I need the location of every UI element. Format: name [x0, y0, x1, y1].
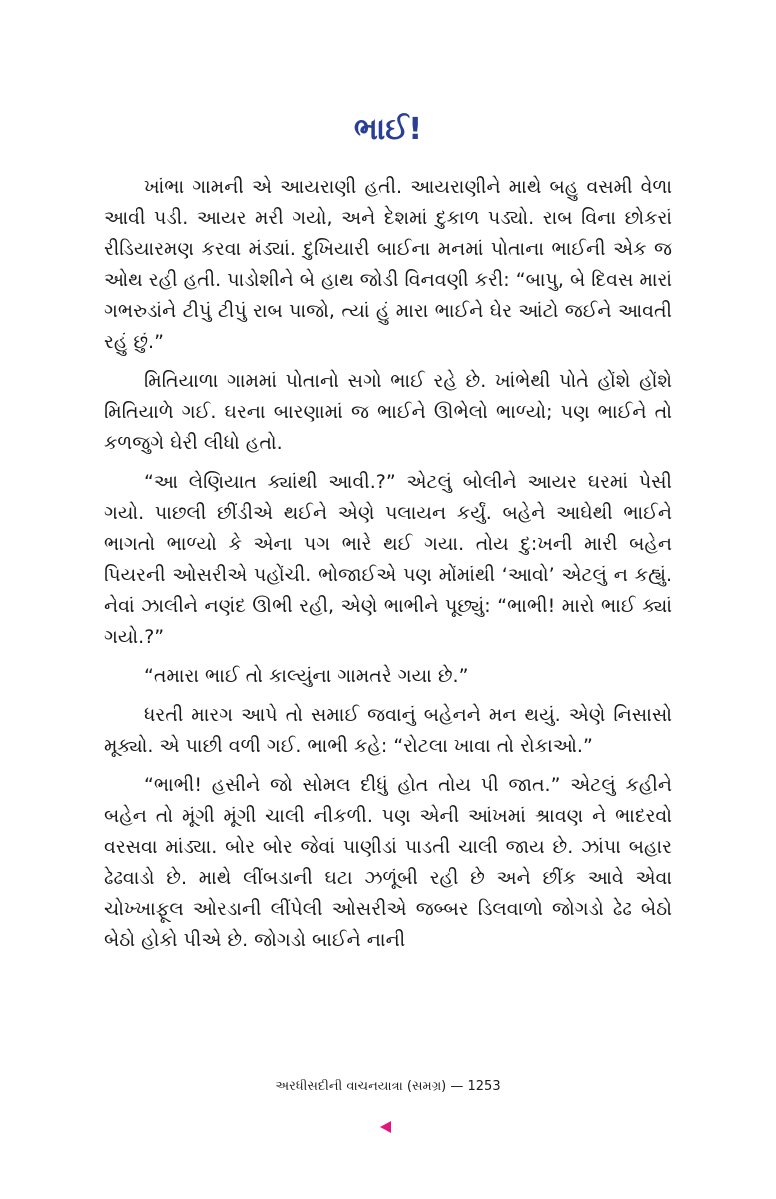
body-text — [104, 172, 672, 964]
paragraph: “ભાભી! હસીને જો સોમલ દીધું હોત તોય પી જાત.” એટલું કહીને બહેન તો મૂંગી મૂંગી ચાલી નીકળી. પણ એની આંખમાં શ્રાવણ ને ભાદરવો વરસવા માંડ્યા. બોર બોર જેવાં પાણીડાં પાડતી ચાલી જાય છે. ઝાંપા બહાર ઢેઢવાડો છે. માથે લીંબડાની ઘટા ઝળૂંબી રહી છે અને છીંક આવે એવા ચોખ્ખાફૂલ ઓરડાની લીંપેલી ઓસરીએ જબ્બર ડિલવાળો જોગડો ઢેઢ બેઠો બેઠો હોકો પીએ છે. જોગડો બાઈને નાની — [104, 774, 672, 951]
paragraph: ધરતી મારગ આપે તો સમાઈ જવાનું બહેનને મન થયું. એણે નિસાસો મૂક્યો. એ પાછી વળી ગઈ. ભાભી કહે: “રોટલા ખાવા તો રોકાઓ.” — [104, 704, 672, 757]
previous-page-arrow-icon[interactable] — [380, 1121, 391, 1133]
paragraph: મિતિયાળા ગામમાં પોતાનો સગો ભાઈ રહે છે. ખાંભેથી પોતે હોંશે હોંશે મિતિયાળે ગઈ. ઘરના બારણામાં જ ભાઈને ઊભેલો ભાળ્યો; પણ ભાઈને તો કળજુગે ઘેરી લીધો હતો. — [104, 370, 672, 454]
paragraph: “તમારા ભાઈ તો કાલ્યુંના ગામતરે ગયા છે.” — [144, 665, 469, 687]
paragraph: ખાંભા ગામની એ આયરાણી હતી. આયરાણીને માથે બહુ વસમી વેળા આવી પડી. આયર મરી ગયો, અને દેશમાં દુકાળ પડ્યો. રાબ વિના છોકરાં રીડિયારમણ કરવા મંડ્યાં. દુખિયારી બાઈના મનમાં પોતાના ભાઈની એક જ ઓથ રહી હતી. પાડોશીને બે હાથ જોડી વિનવણી કરી: “બાપુ, બે દિવસ મારાં ગભરુડાંને ટીપું ટીપું રાબ પાજો, ત્યાં હું મારા ભાઈને ઘેર આંટો જઈને આવતી રહું છું.” — [104, 176, 672, 353]
page-footer: અરધીસદીની વાચનયાત્રા (સમગ્ર) — 1253 — [275, 1079, 501, 1094]
page-title: ભાઈ! — [353, 112, 423, 147]
paragraph: “આ લેણિયાત ક્યાંથી આવી.?” એટલું બોલીને આયર ઘરમાં પેસી ગયો. પાછલી છીંડીએ થઈને એણે પલાયન કર્યું. બહેને આઘેથી ભાઈને ભાગતો ભાળ્યો કે એના પગ ભારે થઈ ગયા. તોય દુ:ખની મારી બહેન પિયરની ઓસરીએ પહોંચી. ભોજાઈએ પણ મોંમાંથી ‘આવો’ એટલું ન કહ્યું. નેવાં ઝાલીને નણંદ ઊભી રહી, એણે ભાભીને પૂછ્યું: “ભાભી! મારો ભાઈ ક્યાં ગયો.?” — [104, 471, 672, 648]
